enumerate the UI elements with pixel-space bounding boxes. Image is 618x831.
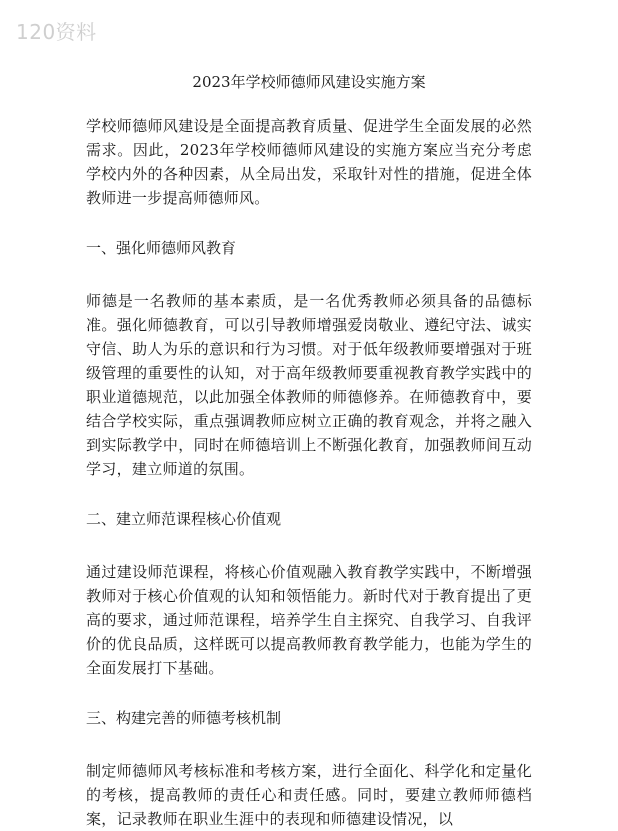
section-body-2: 通过建设师范课程，将核心价值观融入教育教学实践中，不断增强教师对于核心价值观的认知和领悟能力。新时代对于教育提出了更高的要求，通过师范课程，培养学生自主探究、自我学习、自我评价的优良品质，这样既可以提高教师教育教学能力，也能为学生的全面发展打下基础。: [86, 563, 532, 677]
document-title: 2023年学校师德师风建设实施方案: [192, 73, 426, 91]
intro-paragraph: 学校师德师风建设是全面提高教育质量、促进学生全面发展的必然需求。因此，2023年学校师德师风建设的实施方案应当充分考虑学校内外的各种因素，从全局出发，采取针对性的措施，促进全体教师进一步提高师德师风。: [86, 117, 532, 207]
section-heading-3: 三、构建完善的师德考核机制: [86, 709, 282, 727]
watermark-logo: 120资料: [16, 20, 97, 44]
document-page: [86, 70, 532, 831]
section-heading-1: 一、强化师德师风教育: [86, 239, 237, 257]
section-body-3: 制定师德师风考核标准和考核方案，进行全面化、科学化和定量化的考核，提高教师的责任心和责任感。同时，要建立教师师德档案，记录教师在职业生涯中的表现和师德建设情况，以: [86, 762, 532, 828]
section-heading-2: 二、建立师范课程核心价值观: [86, 510, 282, 528]
section-body-1: 师德是一名教师的基本素质，是一名优秀教师必须具备的品德标准。强化师德教育，可以引导教师增强爱岗敬业、遵纪守法、诚实守信、助人为乐的意识和行为习惯。对于低年级教师要增强对于班级管理的重要性的认知，对于高年级教师要重视教育教学实践中的职业道德规范，以此加强全体教师的师德修养。在师德教育中，要结合学校实际，重点强调教师应树立正确的教育观念，并将之融入到实际教学中，同时在师德培训上不断强化教育，加强教师间互动学习，建立师道的氛围。: [86, 292, 532, 478]
